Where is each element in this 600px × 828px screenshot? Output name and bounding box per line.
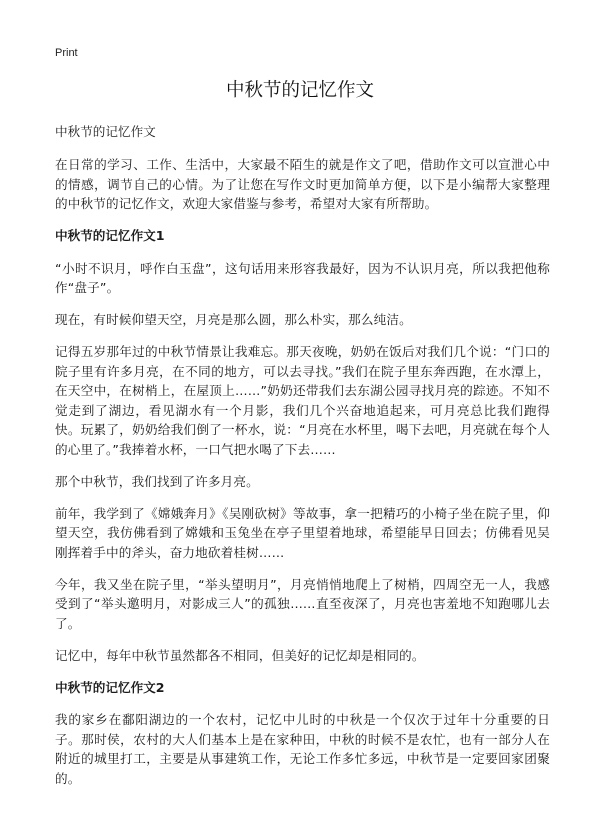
paragraph: 那个中秋节，我们找到了许多月亮。	[55, 473, 259, 489]
section-heading-1: 中秋节的记忆作文1	[55, 228, 165, 243]
section-heading-2: 中秋节的记忆作文2	[55, 679, 165, 695]
print-link[interactable]: Print	[55, 47, 78, 59]
page-title: 中秋节的记忆作文	[225, 80, 374, 101]
intro-paragraph: 在日常的学习、工作、生活中，大家最不陌生的就是作文了吧，借助作文可以宣泄心中的情感，调节自己的心情。为了让您在写作文时更加简单方便，以下是小编帮大家整理的中秋节的记忆作文，欢迎大家借鉴与参考，希望对大家有所帮助。	[55, 157, 550, 211]
paragraph: 记得五岁那年过的中秋节情景让我难忘。那天夜晚，奶奶在饭后对我们几个说：“门口的院子里有许多月亮，在不同的地方，可以去寻找。”我们在院子里东奔西跑，在水潭上，在天空中，在树梢上，在屋顶上……”奶奶还带我们去东湖公园寻找月亮的踪迹。不知不觉走到了湖边，看见湖水有一个月影，我们几个兴奋地追起来，可月亮总比我们跑得快。玩累了，奶奶给我们倒了一杯水，说：“月亮在水杯里，喝下去吧，月亮就在每个人的心里了。”我捧着水杯，一口气把水喝了下去……	[55, 344, 550, 457]
paragraph: 现在，有时候仰望天空，月亮是那么圆，那么朴实，那么纯洁。	[55, 312, 412, 327]
paragraph: “小时不识月，呼作白玉盘”，这句话用来形容我最好，因为不认识月亮，所以我把他称作“盘子”。	[55, 260, 550, 295]
paragraph: 我的家乡在鄱阳湖边的一个农村，记忆中儿时的中秋是一个仅次于过年十分重要的日子。那时侯，农村的大人们基本上是在家种田，中秋的时候不是农忙，也有一部分人在附近的城里打工，主要是从事建筑工作，无论工作多忙多远，中秋节是一定要回家团聚的。	[55, 712, 550, 786]
article-subtitle: 中秋节的记忆作文	[55, 124, 156, 139]
paragraph: 今年，我又坐在院子里，“举头望明月”，月亮悄悄地爬上了树梢，四周空无一人，我感受到了“举头邀明月，对影成三人”的孤独……直至夜深了，月亮也害羞地不知跑哪儿去了。	[55, 576, 550, 631]
paragraph: 记忆中，每年中秋节虽然都各不相同，但美好的记忆却是相同的。	[55, 647, 425, 663]
article-body	[55, 122, 550, 801]
paragraph: 前年，我学到了《嫦娥奔月》《吴刚砍树》等故事，拿一把精巧的小椅子坐在院子里，仰望天空，我仿佛看到了嫦娥和玉兔坐在亭子里望着地球，希望能早日回去；仿佛看见吴刚挥着手中的斧头，奋力地砍着桂树……	[55, 505, 550, 560]
